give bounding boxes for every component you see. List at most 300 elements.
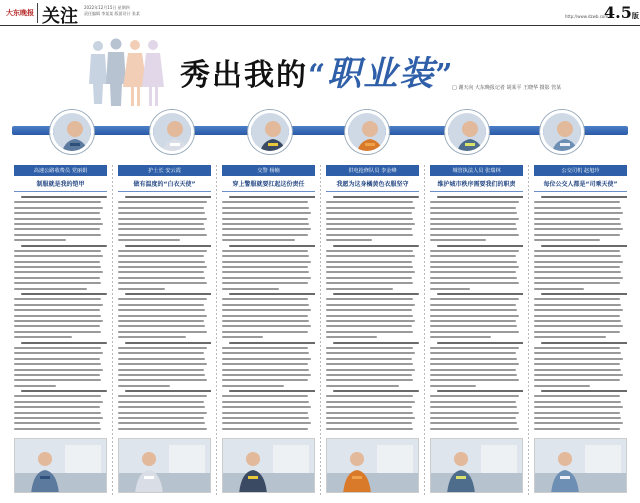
profession-column: [14, 165, 107, 495]
text-line: [430, 395, 519, 397]
dateline-date: 2022年12月15日 星期四: [84, 5, 130, 10]
text-line: [430, 401, 516, 403]
text-line: [222, 374, 311, 376]
text-line: [534, 406, 623, 408]
text-line: [437, 293, 523, 295]
text-line: [326, 358, 412, 360]
text-line: [430, 363, 519, 365]
text-line: [430, 234, 519, 236]
worker-photo: [222, 438, 315, 493]
text-line: [222, 385, 284, 387]
text-line: [222, 315, 308, 317]
text-line: [222, 320, 309, 322]
text-line: [222, 331, 308, 333]
text-line: [430, 304, 516, 306]
profession-subtitle: 每位公交人都是“司乘天使”: [534, 176, 627, 192]
text-line: [326, 239, 372, 241]
text-line: [430, 271, 516, 273]
text-line: [326, 201, 413, 203]
text-line: [14, 331, 101, 333]
text-line: [430, 201, 519, 203]
text-line: [222, 266, 308, 268]
text-line: [326, 412, 413, 414]
text-line: [430, 239, 486, 241]
text-line: [118, 369, 204, 371]
text-line: [14, 201, 101, 203]
text-line: [333, 245, 419, 247]
text-line: [118, 277, 205, 279]
text-line: [534, 315, 620, 317]
text-line: [125, 293, 211, 295]
text-line: [534, 277, 623, 279]
text-line: [222, 212, 311, 214]
text-line: [326, 428, 413, 430]
text-line: [118, 288, 165, 290]
text-line: [14, 352, 103, 354]
text-line: [326, 250, 413, 252]
text-line: [534, 304, 621, 306]
newspaper-name: 大东晚报: [6, 9, 34, 17]
text-line: [534, 336, 606, 338]
text-line: [326, 395, 413, 397]
timeline-bar: [12, 126, 628, 135]
text-line: [118, 309, 205, 311]
text-line: [430, 320, 516, 322]
text-line: [326, 352, 415, 354]
text-line: [118, 347, 207, 349]
text-line: [222, 223, 309, 225]
text-line: [14, 315, 101, 317]
profession-name-tag: 城管执法人员 张瑞林: [430, 165, 523, 176]
text-line: [430, 298, 519, 300]
text-line: [430, 428, 519, 430]
text-line: [326, 282, 413, 284]
profession-column: [430, 165, 523, 495]
text-line: [14, 212, 100, 214]
text-line: [541, 196, 627, 198]
text-line: [430, 412, 519, 414]
text-line: [430, 250, 519, 252]
text-line: [541, 293, 627, 295]
text-line: [14, 422, 100, 424]
text-line: [430, 417, 516, 419]
text-line: [541, 245, 627, 247]
text-line: [222, 298, 308, 300]
headline-emphasis: 职业装: [327, 54, 436, 94]
text-line: [534, 412, 620, 414]
text-line: [326, 298, 413, 300]
text-line: [21, 293, 107, 295]
text-line: [222, 234, 308, 236]
text-line: [118, 315, 207, 317]
text-line: [14, 363, 101, 365]
text-line: [326, 288, 393, 290]
text-line: [534, 261, 623, 263]
profession-subtitle: 制服就是我的铠甲: [14, 176, 107, 192]
column-divider: [112, 165, 113, 495]
text-line: [14, 428, 101, 430]
text-line: [326, 315, 413, 317]
text-line: [222, 207, 309, 209]
headline-open-quote: “: [308, 58, 328, 93]
text-line: [14, 417, 103, 419]
text-line: [222, 352, 309, 354]
text-line: [14, 223, 103, 225]
text-line: [21, 245, 107, 247]
text-line: [430, 223, 516, 225]
text-line: [534, 223, 621, 225]
text-line: [534, 218, 620, 220]
text-line: [430, 282, 519, 284]
text-line: [430, 422, 517, 424]
page-unit: 版: [631, 11, 639, 20]
text-line: [14, 282, 101, 284]
text-line: [430, 309, 517, 311]
article-body-text: [222, 196, 315, 434]
text-line: [14, 261, 100, 263]
column-divider: [320, 165, 321, 495]
text-line: [534, 422, 623, 424]
text-line: [430, 369, 516, 371]
text-line: [534, 369, 621, 371]
text-line: [118, 336, 186, 338]
text-line: [222, 239, 295, 241]
text-line: [222, 347, 308, 349]
text-line: [430, 288, 470, 290]
text-line: [118, 422, 205, 424]
text-line: [534, 379, 620, 381]
text-line: [14, 336, 72, 338]
text-line: [430, 325, 517, 327]
text-line: [430, 315, 519, 317]
text-line: [326, 320, 415, 322]
text-line: [222, 428, 308, 430]
text-line: [125, 245, 211, 247]
text-line: [222, 406, 311, 408]
column-divider: [216, 165, 217, 495]
text-line: [326, 212, 412, 214]
text-line: [430, 374, 517, 376]
text-line: [14, 309, 100, 311]
worker-photo: [14, 438, 107, 493]
text-line: [118, 412, 207, 414]
text-line: [333, 390, 419, 392]
text-line: [534, 255, 621, 257]
text-line: [430, 406, 517, 408]
text-line: [430, 385, 476, 387]
text-line: [534, 250, 620, 252]
profession-column: [326, 165, 419, 495]
text-line: [534, 309, 623, 311]
text-line: [118, 406, 205, 408]
text-line: [229, 245, 315, 247]
text-line: [437, 342, 523, 344]
text-line: [222, 417, 309, 419]
text-line: [222, 250, 308, 252]
text-line: [118, 320, 204, 322]
text-line: [534, 228, 623, 230]
text-line: [14, 369, 103, 371]
text-line: [326, 417, 415, 419]
text-line: [14, 266, 101, 268]
masthead: [0, 0, 640, 26]
text-line: [534, 201, 620, 203]
text-line: [437, 196, 523, 198]
text-line: [222, 304, 309, 306]
text-line: [118, 271, 204, 273]
text-line: [326, 223, 415, 225]
text-line: [118, 201, 207, 203]
text-line: [14, 406, 100, 408]
text-line: [118, 363, 207, 365]
masthead-divider: [37, 3, 38, 23]
text-line: [430, 358, 517, 360]
section-title: 关注: [42, 6, 78, 27]
text-line: [14, 288, 87, 290]
text-line: [229, 293, 315, 295]
text-line: [222, 358, 311, 360]
text-line: [534, 374, 623, 376]
text-line: [534, 331, 620, 333]
text-line: [326, 422, 412, 424]
text-line: [222, 401, 309, 403]
worker-portrait: [248, 110, 292, 154]
text-line: [534, 428, 620, 430]
worker-portrait: [50, 110, 94, 154]
text-line: [326, 266, 413, 268]
text-line: [118, 428, 207, 430]
text-line: [326, 271, 415, 273]
text-line: [541, 390, 627, 392]
profession-subtitle: 维护城市秩序需要我们的职责: [430, 176, 523, 192]
text-line: [222, 218, 308, 220]
text-line: [326, 336, 377, 338]
text-line: [21, 196, 107, 198]
text-line: [229, 342, 315, 344]
text-line: [14, 218, 101, 220]
text-line: [326, 363, 413, 365]
text-line: [333, 293, 419, 295]
text-line: [326, 385, 399, 387]
article-body-text: [534, 196, 627, 434]
text-line: [14, 271, 103, 273]
text-line: [125, 196, 211, 198]
text-line: [430, 261, 517, 263]
text-line: [333, 342, 419, 344]
worker-portrait: [540, 110, 584, 154]
text-line: [430, 331, 519, 333]
text-line: [222, 369, 309, 371]
text-line: [14, 379, 101, 381]
text-line: [118, 255, 204, 257]
text-line: [118, 218, 207, 220]
text-line: [326, 325, 412, 327]
column-divider: [528, 165, 529, 495]
text-line: [534, 358, 623, 360]
text-line: [534, 347, 620, 349]
dateline: [84, 5, 140, 17]
text-line: [222, 288, 279, 290]
worker-photo: [430, 438, 523, 493]
text-line: [333, 196, 419, 198]
text-line: [118, 298, 207, 300]
text-line: [326, 304, 415, 306]
text-line: [534, 239, 600, 241]
text-line: [326, 401, 415, 403]
headline-prefix: 秀出我的: [180, 58, 308, 93]
text-line: [118, 395, 207, 397]
text-line: [534, 401, 621, 403]
text-line: [222, 309, 311, 311]
profession-subtitle: 做有温度的“白衣天使”: [118, 176, 211, 192]
text-line: [437, 390, 523, 392]
text-line: [14, 255, 103, 257]
page-number-value: 4.5: [604, 3, 632, 22]
text-line: [125, 390, 211, 392]
text-line: [437, 245, 523, 247]
profession-column: [222, 165, 315, 495]
text-line: [118, 304, 204, 306]
text-line: [21, 390, 107, 392]
text-line: [222, 395, 308, 397]
text-line: [118, 325, 205, 327]
text-line: [222, 379, 308, 381]
text-line: [430, 277, 517, 279]
worker-portrait: [445, 110, 489, 154]
text-line: [118, 352, 204, 354]
text-line: [430, 379, 519, 381]
text-line: [534, 271, 621, 273]
text-line: [222, 255, 309, 257]
text-line: [430, 228, 517, 230]
worker-silhouettes-illustration: [88, 36, 178, 106]
text-line: [534, 320, 621, 322]
text-line: [14, 358, 100, 360]
text-line: [430, 218, 519, 220]
text-line: [326, 234, 413, 236]
page-number: [604, 3, 639, 22]
text-line: [118, 223, 204, 225]
text-line: [534, 234, 620, 236]
text-line: [430, 207, 516, 209]
worker-photo: [534, 438, 627, 493]
text-line: [118, 385, 170, 387]
text-line: [534, 385, 590, 387]
text-line: [14, 304, 103, 306]
text-line: [14, 207, 103, 209]
column-divider: [424, 165, 425, 495]
text-line: [222, 282, 308, 284]
text-line: [118, 250, 207, 252]
text-line: [534, 212, 623, 214]
text-line: [14, 320, 103, 322]
text-line: [222, 271, 309, 273]
headline: [180, 46, 455, 95]
text-line: [118, 239, 180, 241]
profession-column: [118, 165, 211, 495]
text-line: [326, 406, 412, 408]
text-line: [222, 201, 308, 203]
text-line: [326, 261, 412, 263]
text-line: [430, 255, 516, 257]
text-line: [534, 363, 620, 365]
text-line: [222, 261, 311, 263]
text-line: [229, 196, 315, 198]
text-line: [118, 234, 207, 236]
article-body-text: [118, 196, 211, 434]
worker-photo: [326, 438, 419, 493]
text-line: [222, 412, 308, 414]
article-body-text: [14, 196, 107, 434]
profession-name-tag: 供电抢修队员 李金峰: [326, 165, 419, 176]
profession-subtitle: 我愿为这身橘黄色衣服坚守: [326, 176, 419, 192]
text-line: [118, 212, 205, 214]
profession-name-tag: 护士长 安云霞: [118, 165, 211, 176]
text-line: [534, 298, 620, 300]
worker-portrait: [345, 110, 389, 154]
text-line: [222, 363, 308, 365]
text-line: [14, 347, 101, 349]
text-line: [222, 325, 311, 327]
text-line: [326, 207, 415, 209]
text-line: [534, 395, 620, 397]
text-line: [430, 336, 491, 338]
worker-photo: [118, 438, 211, 493]
text-line: [541, 342, 627, 344]
text-line: [14, 277, 100, 279]
text-line: [118, 228, 205, 230]
text-line: [125, 342, 211, 344]
text-line: [118, 266, 207, 268]
profession-name-tag: 公交司机 赵旭玲: [534, 165, 627, 176]
text-line: [118, 207, 204, 209]
text-line: [14, 250, 101, 252]
text-line: [14, 234, 101, 236]
text-line: [430, 266, 519, 268]
text-line: [14, 401, 103, 403]
text-line: [14, 395, 101, 397]
text-line: [534, 417, 621, 419]
text-line: [222, 228, 311, 230]
profession-subtitle: 穿上警服就要扛起这份责任: [222, 176, 315, 192]
text-line: [326, 347, 413, 349]
text-line: [118, 417, 204, 419]
text-line: [118, 282, 207, 284]
text-line: [118, 379, 207, 381]
text-line: [118, 374, 205, 376]
text-line: [534, 325, 623, 327]
text-line: [326, 255, 415, 257]
text-line: [534, 288, 584, 290]
text-line: [118, 331, 207, 333]
text-line: [118, 261, 205, 263]
text-line: [534, 207, 621, 209]
text-line: [326, 374, 412, 376]
text-line: [14, 239, 66, 241]
text-line: [118, 401, 204, 403]
text-line: [14, 228, 100, 230]
worker-portrait: [150, 110, 194, 154]
text-line: [326, 331, 413, 333]
article-body-text: [430, 196, 523, 434]
profession-name-tag: 高速公路收费员 党丽娟: [14, 165, 107, 176]
text-line: [430, 347, 519, 349]
text-line: [430, 352, 516, 354]
profession-name-tag: 交警 杨楠: [222, 165, 315, 176]
text-line: [222, 336, 263, 338]
text-line: [534, 266, 620, 268]
text-line: [14, 298, 101, 300]
